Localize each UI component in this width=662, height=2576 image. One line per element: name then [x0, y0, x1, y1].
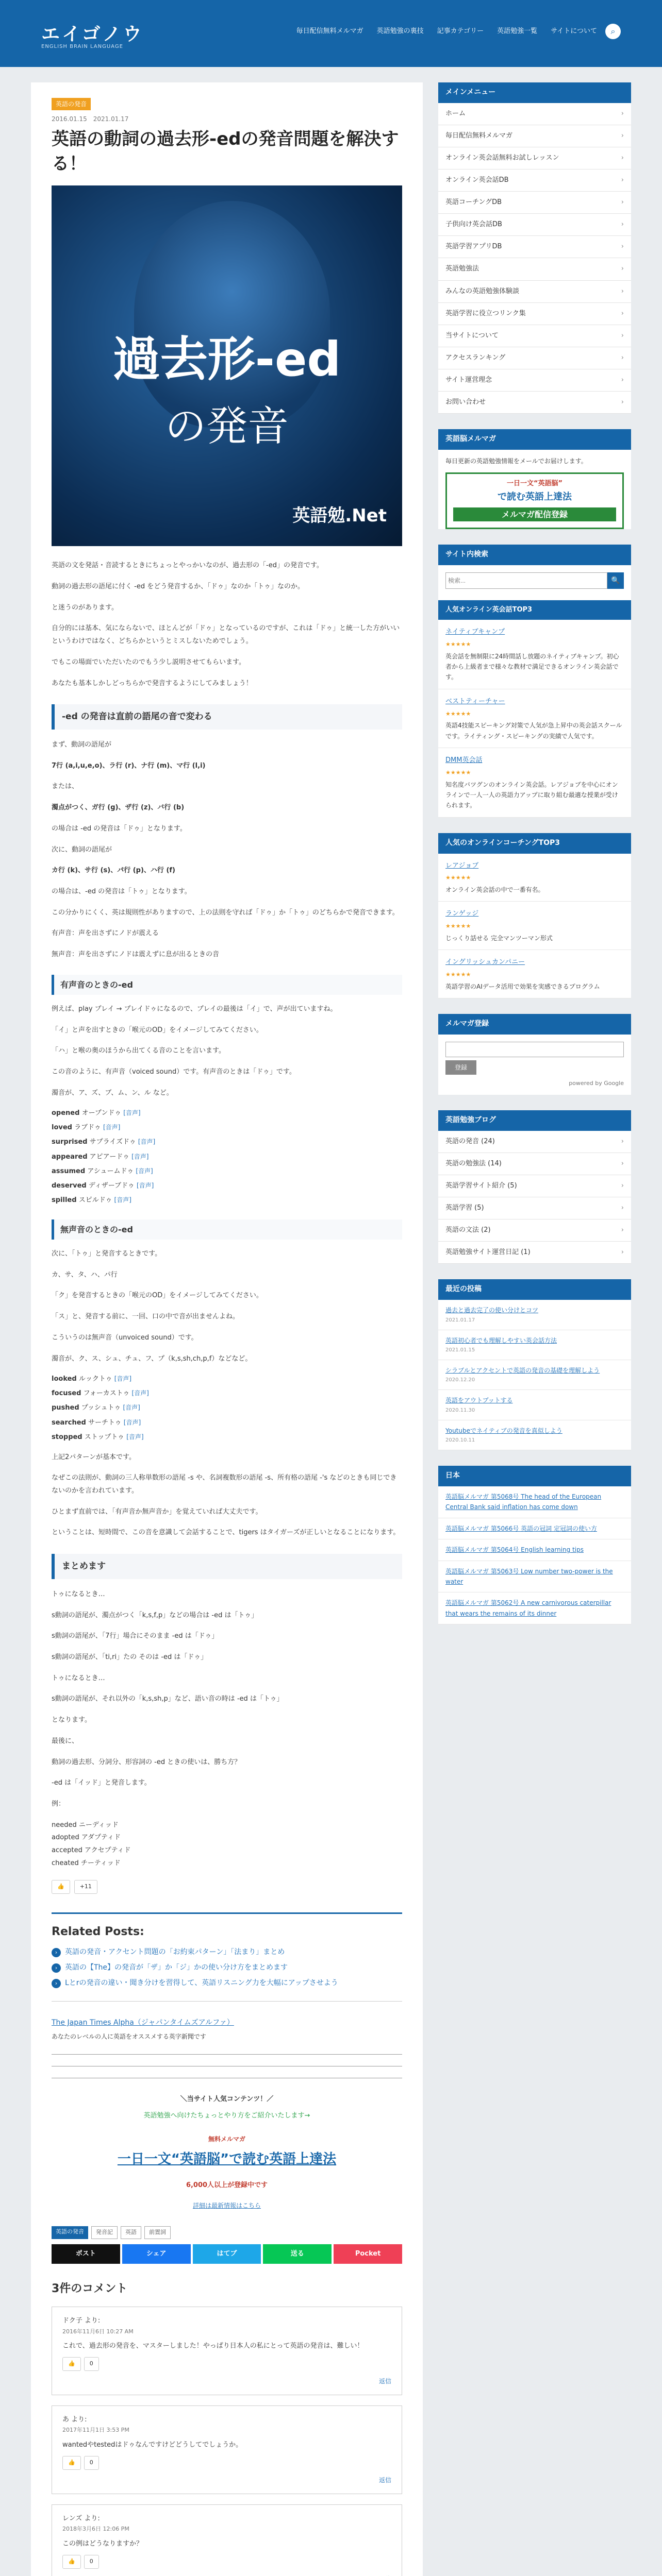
body-p: 例えば、play プレイ → プレイドゥになるので、プレイの最後は「イ」で、声が出ていますね。	[52, 1005, 337, 1013]
article-main	[31, 82, 423, 2576]
chevron-right-icon: ›	[621, 376, 624, 384]
body-p: この分かりにくく、英は規則性がありますので、上の法則を守れば「ドゥ」か「トゥ」のどちらかで発音できます。	[52, 908, 399, 917]
list-item: deserved ディザーブドゥ [音声]	[52, 1181, 154, 1190]
comment-likes	[62, 2555, 391, 2569]
list-item: appeared アピアードゥ [音声]	[52, 1153, 149, 1161]
audio-link[interactable]: [音声]	[114, 1375, 132, 1383]
chevron-right-icon: ›	[52, 1979, 61, 1988]
like-button[interactable]: 👍	[62, 2555, 81, 2569]
recent-post[interactable]: 過去と過去完了の使い分けとコツ 2021.01.17	[438, 1300, 631, 1330]
comment-text: これで、過去形の発音を、マスターしました！やっぱり日本人の私にとって英語の発音は、難しい！	[62, 2342, 364, 2350]
subsection-heading: 有声音のときの-ed	[52, 975, 402, 995]
promo-link[interactable]: 英語勉強へ向けたちょっとやり方をご紹介いたします→	[143, 2112, 310, 2120]
body-p: 無声音：声を出さずにノドは震えずに息が出るときの音	[52, 950, 220, 958]
summary-p: adopted アダプティド	[52, 1834, 121, 1842]
promo-count: 6,000人以上が登録中です	[186, 2181, 268, 2189]
list-item: spilled スピルドゥ [音声]	[52, 1196, 131, 1204]
subscribe-button[interactable]: 登録	[445, 1060, 476, 1075]
ranking-link[interactable]: ランゲッジ	[445, 910, 479, 918]
related-posts	[52, 1912, 402, 2002]
ranking-item: イングリッシュカンパニー ★★★★★ 英語学習のAIデータ活用で効果を実感できるプログラム	[438, 950, 631, 998]
ranking-heading: 人気オンライン英会話TOP3	[438, 600, 631, 620]
sidebar-item-contact[interactable]: お問い合わせ ›	[438, 392, 631, 414]
news-item[interactable]: 英語脳メルマガ 第5066号 英語の冠詞 定冠詞の使い方	[438, 1518, 631, 1539]
intro-p: 自分的には基本、気にならないで、ほとんどが「ドゥ」となっているのですが、これは「ドゥ」と統一した方がいいというわけではなく、どちらかというとミスしないためでしょう。	[52, 624, 400, 646]
google-credit: powered by Google	[569, 1080, 624, 1087]
body-p: 上記2パターンが基本です。	[52, 1453, 136, 1461]
chevron-right-icon: ›	[621, 1248, 624, 1257]
share-hatena-button[interactable]: はてブ	[193, 2244, 261, 2264]
main-menu-widget	[438, 82, 631, 414]
list-item: loved ラブドゥ [音声]	[52, 1124, 121, 1132]
tag-list	[52, 2226, 402, 2239]
intro-p: 英語の文を発話・音読するときにちょっとやっかいなのが、過去形の「-ed」の発音です。	[52, 562, 323, 570]
star-rating-icon: ★★★★★	[445, 971, 471, 978]
section-heading: まとめます	[52, 1554, 402, 1579]
news-item[interactable]: 英語脳メルマガ 第5068号 The head of the European Central Bank said inflation has come down	[438, 1486, 631, 1518]
widget-heading: 英語脳メルマガ	[438, 429, 631, 450]
category-item[interactable]: 英語学習サイト紹介 (5) ›	[438, 1175, 631, 1197]
ranking-item: レアジョブ ★★★★★ オンライン英会話の中で一番有名。	[438, 854, 631, 902]
summary-p: s動詞の語尾が、濁点がつく「k,s,f,p」などの場合は -ed は「トゥ」	[52, 1611, 258, 1619]
summary-p: s動詞の語尾が、「7行」場合にそのまま -ed は「ドゥ」	[52, 1632, 219, 1640]
nav-item-tips[interactable]: 英語勉強の裏技	[376, 27, 424, 35]
chevron-right-icon: ›	[621, 198, 624, 207]
divider-lines	[52, 2054, 402, 2078]
comment-text: この例はどうなりますか？	[62, 2540, 143, 2548]
word-list-voiced	[52, 1108, 402, 1206]
audio-link[interactable]: [音声]	[123, 1404, 140, 1412]
nav-item-about[interactable]: サイトについて	[551, 27, 597, 35]
audio-link[interactable]: [音声]	[131, 1389, 149, 1397]
star-rating-icon: ★★★★★	[445, 769, 471, 776]
like-bar	[52, 1880, 402, 1894]
tag[interactable]: 英語	[121, 2226, 141, 2239]
share-buttons	[52, 2244, 402, 2264]
reply-link[interactable]: 返信	[378, 2377, 391, 2385]
list-item: surprised サプライズドゥ [音声]	[52, 1138, 156, 1146]
summary-p: 例：	[52, 1800, 65, 1808]
audio-link[interactable]: [音声]	[123, 1418, 141, 1426]
comment-date: 2017年11月1日 3:53 PM	[62, 2427, 129, 2434]
body-p: 「ス」と、発音する前に、一回、口の中で音が出ませんよね。	[52, 1313, 240, 1321]
audio-link[interactable]: [音声]	[138, 1138, 156, 1146]
promo-block	[52, 2094, 402, 2211]
star-rating-icon: ★★★★★	[445, 710, 471, 717]
summary-p: トゥになるとき…	[52, 1674, 105, 1682]
sidebar-item-about[interactable]: 当サイトについて ›	[438, 325, 631, 347]
chevron-right-icon: ›	[621, 1204, 624, 1212]
nav-item-list[interactable]: 英語勉強一覧	[497, 27, 538, 35]
sidebar-item-stories[interactable]: みんなの英語勉強体験談 ›	[438, 281, 631, 303]
eyecatch-brand: 英語勉.Net	[292, 505, 387, 526]
summary-p: s動詞の語尾が、「ti,ri」たの そのは -ed は「ドゥ」	[52, 1653, 208, 1662]
sidebar-item-mailmag[interactable]: 毎日配信無料メルマガ ›	[438, 125, 631, 147]
chevron-right-icon: ›	[621, 221, 624, 229]
ranking-link[interactable]: DMM英会話	[445, 756, 483, 765]
comment	[52, 2405, 402, 2494]
promo-kicker: ＼当サイト人気コンテンツ！／	[180, 2095, 274, 2103]
chevron-right-icon: ›	[621, 309, 624, 317]
widget-heading: 最近の投稿	[438, 1279, 631, 1300]
related-heading: Related Posts:	[52, 1925, 144, 1939]
category-item[interactable]: 英語学習 (5) ›	[438, 1197, 631, 1219]
audio-link[interactable]: [音声]	[136, 1181, 154, 1189]
news-item[interactable]: 英語脳メルマガ 第5064号 English learning tips	[438, 1539, 631, 1561]
ranking-item: ランゲッジ ★★★★★ じっくり話せる 完全マンツーマン形式	[438, 902, 631, 950]
ranking-link[interactable]: ネイティブキャンプ	[445, 628, 505, 636]
comment-likes	[62, 2456, 391, 2470]
body-p: なぜこの法則が、動詞の三人称単数形の語尾 -s や、名詞複数形の語尾 -s、所有格の語尾 -'s などのときも同じできないのかを言われています。	[52, 1474, 397, 1495]
sidebar-item-ranking[interactable]: アクセスランキング ›	[438, 347, 631, 369]
mailmag-widget	[438, 429, 631, 529]
list-item: focused フォーカストゥ [音声]	[52, 1389, 149, 1398]
audio-link[interactable]: [音声]	[123, 1109, 141, 1117]
sidebar-item-trial[interactable]: オンライン英会話無料お試しレッスン ›	[438, 147, 631, 170]
share-line-button[interactable]: 送る	[263, 2244, 332, 2264]
recent-post[interactable]: シラブルとアクセントで英語の発音の基礎を理解しよう 2020.12.20	[438, 1360, 631, 1390]
promo-title-link[interactable]: 一日一文“英語脳”で読む英語上達法	[117, 2151, 337, 2167]
chevron-right-icon: ›	[52, 1948, 61, 1957]
comment-date: 2016年11月6日 10:27 AM	[62, 2328, 134, 2335]
summary-p: s動詞の語尾が、それ以外の「k,s,sh,p」など、語い音の時は -ed は「トゥ」	[52, 1695, 284, 1703]
reply-link[interactable]	[62, 2574, 391, 2576]
sidebar	[438, 82, 631, 1640]
date-updated: 2021.01.17	[93, 115, 129, 123]
category-widget	[438, 1110, 631, 1264]
chevron-right-icon: ›	[621, 176, 624, 184]
comments-heading: 3件のコメント	[52, 2282, 128, 2296]
eyecatch-line1: 過去形-ed	[112, 332, 341, 387]
list-item: assumed アシュームドゥ [音声]	[52, 1167, 153, 1175]
news-item[interactable]: 英語脳メルマガ 第5062号 A new carnivorous caterpillar that wears the remains of its dinner	[438, 1592, 631, 1624]
site-tagline: ENGLISH BRAIN LANGUAGE	[41, 44, 123, 49]
list-item: pushed プッシュトゥ [音声]	[52, 1404, 140, 1412]
star-rating-icon: ★★★★★	[445, 923, 471, 930]
widget-heading: 日本	[438, 1466, 631, 1486]
chevron-right-icon: ›	[621, 287, 624, 295]
body-p: 「イ」と声を出すときの「喉元のOD」をイメージしてみてください。	[52, 1026, 263, 1034]
comment-text: wantedやtestedはドゥなんですけどどうしてでしょうか。	[62, 2441, 243, 2449]
category-item[interactable]: 英語の勉強法 (14) ›	[438, 1153, 631, 1175]
body-p: まず、動詞の語尾が	[52, 741, 111, 749]
site-logo[interactable]: エイゴノウ	[41, 24, 144, 45]
recent-posts-widget	[438, 1279, 631, 1450]
sidebar-item-links[interactable]: 英語学習に役立つリンク集 ›	[438, 303, 631, 325]
like-count[interactable]: 0	[84, 2456, 99, 2470]
tag[interactable]: 前置詞	[144, 2226, 171, 2239]
recent-post[interactable]: Youtubeでネイティブの発音を真似しよう 2020.10.11	[438, 1420, 631, 1450]
ranking-link[interactable]: イングリッシュカンパニー	[445, 958, 525, 967]
share-facebook-button[interactable]: シェア	[122, 2244, 191, 2264]
chevron-right-icon: ›	[52, 1963, 61, 1973]
comment	[52, 2307, 402, 2395]
sidebar-item-policy[interactable]: サイト運営理念 ›	[438, 369, 631, 392]
sidebar-item-coaching-db[interactable]: 英語コーチングDB ›	[438, 192, 631, 214]
sidebar-item-kids-db[interactable]: 子供向け英会話DB ›	[438, 214, 631, 236]
chevron-right-icon: ›	[621, 1182, 624, 1190]
reply-link[interactable]: 返信	[378, 2476, 391, 2484]
audio-link[interactable]: [音声]	[103, 1124, 121, 1131]
chevron-right-icon: ›	[621, 131, 624, 140]
intro-p: でもこの場面でいただいたのでもう少し説明させてもらいます。	[52, 658, 245, 666]
body-p: カ行 (k)、サ行 (s)、パ行 (p)、ハ行 (f)	[52, 867, 175, 875]
summary-p: -ed は「イッド」と発音します。	[52, 1779, 151, 1787]
body-p: 濁点がつく、ガ行 (g)、ザ行 (z)、バ行 (b)	[52, 804, 185, 812]
search-widget	[438, 545, 631, 817]
category-item[interactable]: 英語の文法 (2) ›	[438, 1219, 631, 1242]
date-posted: 2016.01.15	[52, 115, 87, 123]
search-icon[interactable]: 🔍	[607, 572, 624, 589]
sidebar-item-home[interactable]: ホーム ›	[438, 103, 631, 125]
comment-author: あ より:	[62, 2416, 87, 2424]
mail-signup-widget	[438, 1014, 631, 1095]
summary-p: needed ニーディッド	[52, 1821, 119, 1829]
news-widget	[438, 1466, 631, 1624]
eyecatch-image	[52, 185, 402, 546]
site-header	[0, 0, 662, 67]
summary-p: cheated チーティッド	[52, 1859, 121, 1867]
recent-post[interactable]: 英語初心者でも理解しやすい英会話方法 2021.01.15	[438, 1330, 631, 1360]
chevron-right-icon: ›	[621, 1137, 624, 1145]
body-p: カ、サ、タ、ハ、パ行	[52, 1270, 118, 1279]
body-p: 「ハ」と喉の奥のほうから出てくる音のことを言います。	[52, 1047, 225, 1055]
body-p: 濁音が、ア、ズ、ブ、ム、ン、ル など。	[52, 1089, 173, 1097]
widget-heading: 英語勉強ブログ	[438, 1110, 631, 1131]
summary-p: accepted アクセプティド	[52, 1846, 131, 1854]
tag[interactable]: 英語の発音	[52, 2226, 88, 2239]
nav-item-mailmag[interactable]: 毎日配信無料メルマガ	[296, 27, 363, 35]
chevron-right-icon: ›	[621, 398, 624, 406]
chevron-right-icon: ›	[621, 331, 624, 340]
body-p: の場合は、-ed の発音は「トゥ」となります。	[52, 887, 191, 895]
news-item[interactable]: 英語脳メルマガ 第5063号 Low number two-power is the water	[438, 1561, 631, 1593]
summary-p: トゥになるとき…	[52, 1590, 105, 1599]
chevron-right-icon: ›	[621, 353, 624, 362]
intro-p: あなたも基本しかしどっちらかで発音するようにしてみましょう！	[52, 679, 253, 687]
widget-text: 毎日更新の英語勉強情報をメールでお届けします。	[445, 457, 587, 465]
coaching-ranking-widget	[438, 833, 631, 998]
share-x-button[interactable]: ポスト	[52, 2244, 120, 2264]
nav-item-categories[interactable]: 記事カテゴリー	[437, 27, 484, 35]
body-p: 「ク」を発音するときの「喉元のOD」をイメージしてみてください。	[52, 1292, 263, 1300]
body-p: 有声音：声を出さずにノドが震える	[52, 929, 159, 938]
audio-link[interactable]: [音声]	[114, 1196, 131, 1204]
ranking-item: DMM英会話 ★★★★★ 知名度バツグンのオンライン英会話。レアジョブを中心にオンラインで一人一人の英語力アップに取り組む最適な授業が受けられます。	[438, 748, 631, 818]
body-p: ひとまず直前では、「有声音か無声音か」を覚えていれば大丈夫です。	[52, 1507, 262, 1516]
audio-link[interactable]: [音声]	[131, 1153, 149, 1160]
ranking-link[interactable]: ベストティーチャー	[445, 697, 505, 705]
body-p: 次に、「トゥ」と発音するときです。	[52, 1250, 162, 1258]
body-p: の場合は -ed の発音は「ドゥ」となります。	[52, 824, 187, 833]
body-p: 次に、動詞の語尾が	[52, 845, 112, 854]
widget-heading: メルマガ登録	[438, 1014, 631, 1035]
chevron-right-icon: ›	[621, 1226, 624, 1234]
sidebar-item-app-db[interactable]: 英語学習アプリDB ›	[438, 236, 631, 258]
body-p: この音のように、有声音（voiced sound）です。有声音のときは「ドゥ」です。	[52, 1067, 296, 1076]
promo-label: 無料メルマガ	[208, 2136, 245, 2143]
related-item[interactable]: › 英語の【The】の発音が「ザ」か「ジ」かの使い分け方をまとめます	[52, 1962, 402, 1974]
list-item: searched サーチトゥ [音声]	[52, 1418, 141, 1427]
comment-likes	[62, 2357, 391, 2371]
ad-link[interactable]: The Japan Times Alpha（ジャパンタイムズアルファ）	[52, 2018, 234, 2027]
like-button[interactable]: 👍	[52, 1880, 70, 1894]
summary-p: となります。	[52, 1716, 91, 1724]
search-icon[interactable]: ⌕	[605, 24, 621, 39]
global-nav	[291, 23, 621, 40]
comment-date: 2018年3月6日 12:06 PM	[62, 2526, 129, 2533]
search-input[interactable]	[445, 572, 607, 589]
audio-link[interactable]: [音声]	[136, 1167, 153, 1175]
widget-heading: 人気のオンラインコーチングTOP3	[438, 833, 631, 854]
list-item: stopped ストップトゥ [音声]	[52, 1433, 144, 1441]
body-p: または、	[52, 783, 79, 791]
related-item[interactable]: › Lとrの発音の違い・聞き分けを習得して、英語リスニング力を大幅にアップさせよう	[52, 1977, 402, 1990]
email-field[interactable]	[445, 1042, 624, 1057]
chevron-right-icon: ›	[621, 109, 624, 117]
summary-p: 動詞の過去形、分詞分、形容詞の -ed ときの使いは、勝ち方？	[52, 1758, 241, 1766]
comment	[52, 2504, 402, 2576]
sidebar-item-online-db[interactable]: オンライン英会話DB ›	[438, 170, 631, 192]
sidebar-item-study[interactable]: 英語勉強法 ›	[438, 258, 631, 280]
recent-post[interactable]: 英語をアウトプットする 2020.11.30	[438, 1390, 631, 1420]
eyecatch-line2: の発音	[165, 402, 289, 451]
like-count[interactable]: 0	[84, 2357, 99, 2371]
mailmag-banner[interactable]: 一日一文“英語脳” で読む英語上達法 メルマガ配信登録	[445, 472, 624, 529]
promo-detail-link[interactable]: 詳細は最新情報はこちら	[192, 2201, 261, 2209]
ranking-link[interactable]: レアジョブ	[445, 861, 479, 870]
body-p: 7行 (a,i,u,e,o)、ラ行 (r)、ナ行 (m)、マ行 (l,i)	[52, 761, 206, 770]
share-pocket-button[interactable]: Pocket	[334, 2244, 402, 2264]
body-p: 濁音が、ク、ス、シュ、チュ、フ、プ（k,s,sh,ch,p,f）などなど。	[52, 1354, 252, 1363]
widget-heading: サイト内検索	[438, 545, 631, 565]
category-item[interactable]: 英語勉強サイト運営日記 (1) ›	[438, 1242, 631, 1264]
chevron-right-icon: ›	[621, 243, 624, 251]
body-p: こういうのは無声音（unvoiced sound）です。	[52, 1333, 198, 1342]
page-title: 英語の動詞の過去形-edの発音問題を解決する！	[52, 129, 399, 174]
list-item: opened オープンドゥ [音声]	[52, 1109, 141, 1117]
intro-p: 動詞の過去形の語尾に付く -ed をどう発音するか、「ドゥ」なのか「トゥ」なのか。	[52, 583, 305, 591]
chevron-right-icon: ›	[621, 265, 624, 273]
related-item[interactable]: › 英語の発音・アクセント問題の「お約束パターン」「法まり」まとめ	[52, 1946, 402, 1959]
like-button[interactable]: 👍	[62, 2456, 81, 2470]
ranking-item: ベストティーチャー ★★★★★ 英語4技能スピーキング対策で人気が急上昇中の英会話スクールです。ライティング・スピーキングの実績で人気です。	[438, 689, 631, 748]
category-item[interactable]: 英語の発音 (24) ›	[438, 1131, 631, 1153]
list-item: looked ルックトゥ [音声]	[52, 1375, 132, 1383]
like-count[interactable]: 0	[84, 2555, 99, 2569]
chevron-right-icon: ›	[621, 1159, 624, 1167]
summary-p: 最後に、	[52, 1737, 79, 1745]
chevron-right-icon: ›	[621, 154, 624, 162]
comment-author: ドク子 より:	[62, 2317, 101, 2325]
ranking-item: ネイティブキャンプ ★★★★★ 英会話を無制限に24時間話し放題のネイティブキャンプ。初心者から上級者まで様々な教材で満足できるオンライン英会話です。	[438, 620, 631, 689]
section-heading: -ed の発音は直前の語尾の音で変わる	[52, 704, 402, 730]
post-dates	[52, 114, 402, 124]
ad-description: あなたのレベルの人に英語をオススメする英字新聞です	[52, 2032, 206, 2040]
plus-count-button[interactable]: +11	[74, 1880, 97, 1894]
widget-heading: メインメニュー	[438, 82, 631, 103]
category-badge[interactable]: 英語の発音	[52, 98, 91, 110]
tag[interactable]: 発音記	[91, 2226, 118, 2239]
intro-p: と迷うのがあります。	[52, 603, 118, 612]
comment-author: レンズ より:	[62, 2515, 100, 2523]
like-button[interactable]: 👍	[62, 2357, 81, 2371]
word-list-unvoiced	[52, 1374, 402, 1443]
audio-link[interactable]: [音声]	[126, 1433, 144, 1440]
subsection-heading: 無声音のときの-ed	[52, 1219, 402, 1240]
star-rating-icon: ★★★★★	[445, 640, 471, 648]
star-rating-icon: ★★★★★	[445, 874, 471, 882]
body-p: ということは、短時間で、この音を意識して会話することで、tigers はタイガーズが正しいとなることになります。	[52, 1529, 400, 1537]
